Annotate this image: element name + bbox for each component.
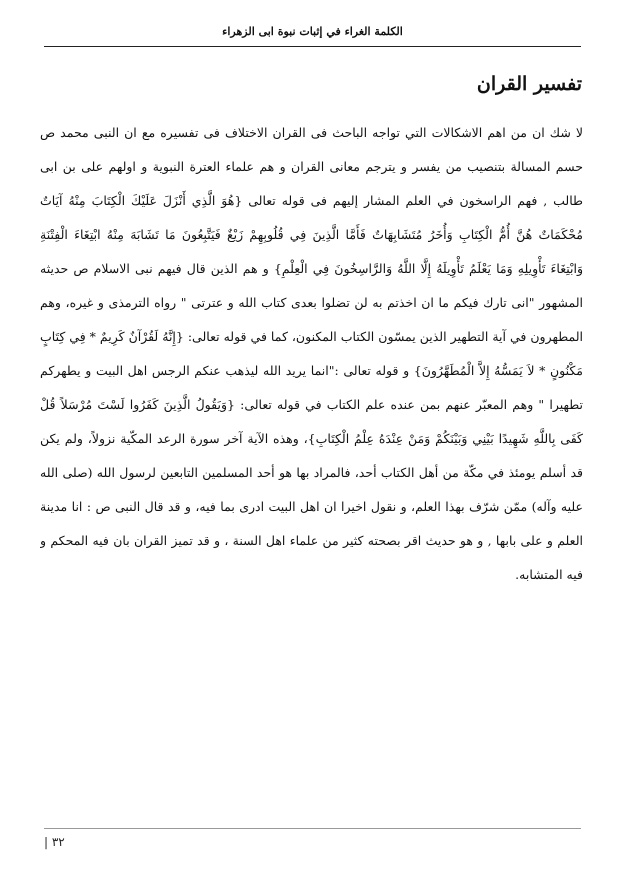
body-paragraph: لا شك ان من اهم الاشكالات التي تواجه الباحث فى القران الاختلاف فى تفسيره مع ان النبى محمد ص حسم المسالة بتنصيب من يفسر و يترجم معانى القران و هم علماء العترة النبوية و اولهم على بن ابى طالب , فهم الراسخون في العلم المشار إليهم فى قوله تعالى {هُوَ الَّذِي أَنْزَلَ عَلَيْكَ الْكِتَابَ مِنْهُ آيَاتٌ مُحْكَمَاتٌ هُنَّ أُمُّ الْكِتَابِ وَأُخَرُ مُتَشَابِهَاتٌ فَأَمَّا الَّذِينَ فِي قُلُوبِهِمْ زَيْغٌ فَيَتَّبِعُونَ مَا تَشَابَهَ مِنْهُ ابْتِغَاءَ الْفِتْنَةِ وَابْتِغَاءَ تَأْوِيلِهِ وَمَا يَعْلَمُ تَأْوِيلَهُ إِلَّا اللَّهُ وَالرَّاسِخُونَ فِي الْعِلْمِ} و هم الذين قال فيهم نبى الاسلام ص حديثه المشهور "انى تارك فيكم ما ان اخذتم به لن تضلوا بعدى كتاب الله و عترتى " رواه الترمذى و غيره، وهم المطهرون في آية التطهير الذين يمسّون الكتاب المكنون، كما في قوله تعالى: {إِنَّهُ لَقُرْآنٌ كَرِيمٌ * فِي كِتَابٍ مَكْنُونٍ * لاَ يَمَسُّهُ إِلاَّ الْمُطَهَّرُونَ} و قوله تعالى :"انما يريد الله ليذهب عنكم الرجس اهل البيت و يطهركم تطهيرا " وهم المعبّر عنهم بمن عنده علم الكتاب في قوله تعالى: {وَيَقُولُ الَّذِينَ كَفَرُوا لَسْتَ مُرْسَلاً قُلْ كَفَى بِاللَّهِ شَهِيدًا بَيْنِي وَبَيْنَكُمْ وَمَنْ عِنْدَهُ عِلْمُ الْكِتَابِ}، وهذه الآية آخر سورة الرعد المكّية نزولاً، ولم يكن قد أسلم يومئذ في مكّة من أهل الكتاب أحد، فالمراد بها هو أحد المسلمين التابعين لرسول الله (صلى الله عليه وآله) ممّن شرّف بهذا العلم، و نقول اخيرا ان اهل البيت ادرى بما فيه، و قد قال النبى ص : انا مدينة العلم و على بابها , و هو حديث اقر بصحته كثير من علماء اهل السنة ، و قد تميز القران بان فيه المحكم و فيه المتشابه. <box>40 125 583 582</box>
page-number: ٣٢ | <box>44 835 65 849</box>
footer-divider <box>44 828 581 829</box>
section-title: تفسير القران <box>476 73 582 95</box>
running-header-title: الكلمة الغراء في إثبات نبوة ابى الزهراء <box>222 25 403 38</box>
header-divider <box>44 46 581 47</box>
